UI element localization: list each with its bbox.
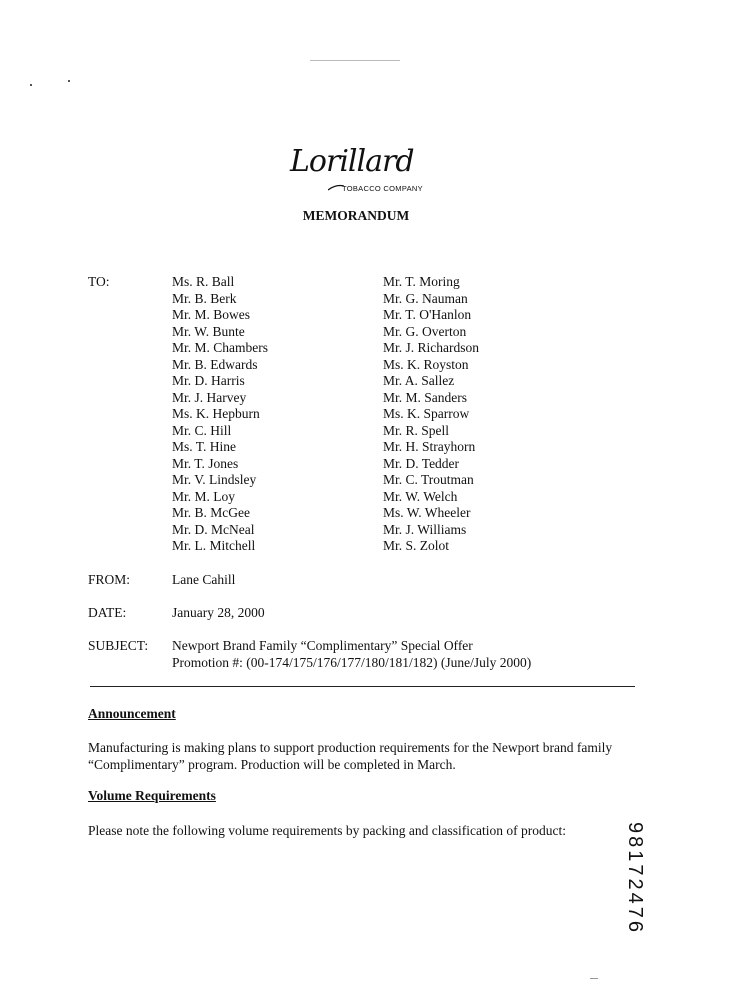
recipient-name: Mr. G. Overton (383, 323, 467, 339)
volume-text: Please note the following volume requirements by packing and classification of product: (88, 823, 566, 838)
recipient-name: Ms. W. Wheeler (383, 505, 471, 520)
date-label: DATE: (88, 605, 127, 620)
recipient-name: Mr. M. Chambers (172, 340, 268, 355)
recipient-name: Mr. W. Welch (383, 488, 458, 504)
subject-label: SUBJECT: (88, 638, 149, 653)
recipient-name: Mr. J. Richardson (383, 340, 479, 355)
recipient-name: Mr. H. Strayhorn (383, 439, 476, 454)
recipient-name: Mr. M. Sanders (383, 389, 467, 405)
divider (90, 686, 635, 687)
recipient-list-2 (383, 274, 479, 555)
recipient-name: Mr. M. Loy (172, 488, 236, 504)
announcement-line-1: Manufacturing is making plans to support production requirements for the Newport brand family (88, 740, 613, 755)
recipient-name: Mr. L. Mitchell (172, 538, 256, 553)
recipient-name: Ms. K. Sparrow (383, 406, 470, 421)
scan-speck (68, 80, 70, 82)
recipient-name: Mr. A. Sallez (383, 373, 455, 388)
recipient-name: Mr. B. McGee (172, 505, 250, 520)
recipient-name: Mr. G. Nauman (383, 290, 468, 306)
subject-line-1: Newport Brand Family “Complimentary” Special Offer (172, 638, 473, 653)
recipient-name: Mr. C. Hill (172, 422, 232, 438)
announcement-line-2: “Complimentary” program. Production will be completed in March. (88, 757, 456, 772)
recipient-name: Mr. B. Edwards (172, 356, 258, 372)
recipient-name: Mr. M. Bowes (172, 307, 251, 322)
scan-speck (310, 60, 400, 61)
recipient-name: Mr. T. O'Hanlon (383, 307, 472, 322)
from-value: Lane Cahill (172, 572, 236, 587)
date-value: January 28, 2000 (172, 605, 265, 620)
document-id-stamp (612, 818, 656, 938)
recipient-name: Mr. D. Tedder (383, 455, 460, 471)
recipient-list-1 (172, 274, 268, 555)
recipient-name: Ms. K. Hepburn (172, 406, 260, 421)
recipient-name: Ms. R. Ball (172, 274, 235, 289)
from-label: FROM: (88, 572, 131, 587)
recipient-name: Mr. T. Jones (172, 455, 239, 471)
logo-subtitle: TOBACCO COMPANY (342, 184, 423, 193)
recipient-name: Mr. B. Berk (172, 290, 237, 306)
recipient-name: Mr. S. Zolot (383, 538, 450, 553)
recipient-name: Ms. K. Royston (383, 356, 469, 372)
subject-line-2: Promotion #: (00-174/175/176/177/180/181/182) (June/July 2000) (172, 655, 532, 670)
scan-speck (590, 978, 598, 979)
recipient-name: Mr. C. Troutman (383, 472, 474, 487)
recipient-name: Mr. J. Williams (383, 521, 467, 537)
to-label: TO: (88, 274, 110, 289)
recipient-name: Ms. T. Hine (172, 439, 236, 454)
recipient-name: Mr. D. McNeal (172, 521, 255, 537)
document-id: 98172476 (623, 821, 646, 935)
company-logo (288, 144, 438, 196)
volume-heading: Volume Requirements (88, 788, 216, 803)
recipient-name: Mr. R. Spell (383, 422, 450, 438)
recipient-name: Mr. J. Harvey (172, 389, 247, 405)
logo-script: Lorillard (290, 144, 414, 179)
scan-speck (30, 84, 32, 86)
recipient-name: Mr. W. Bunte (172, 323, 245, 339)
memo-title: MEMORANDUM (302, 208, 410, 223)
recipient-name: Mr. T. Moring (383, 274, 460, 289)
recipient-name: Mr. V. Lindsley (172, 472, 257, 487)
announcement-heading: Announcement (88, 706, 176, 721)
recipient-name: Mr. D. Harris (172, 373, 245, 388)
